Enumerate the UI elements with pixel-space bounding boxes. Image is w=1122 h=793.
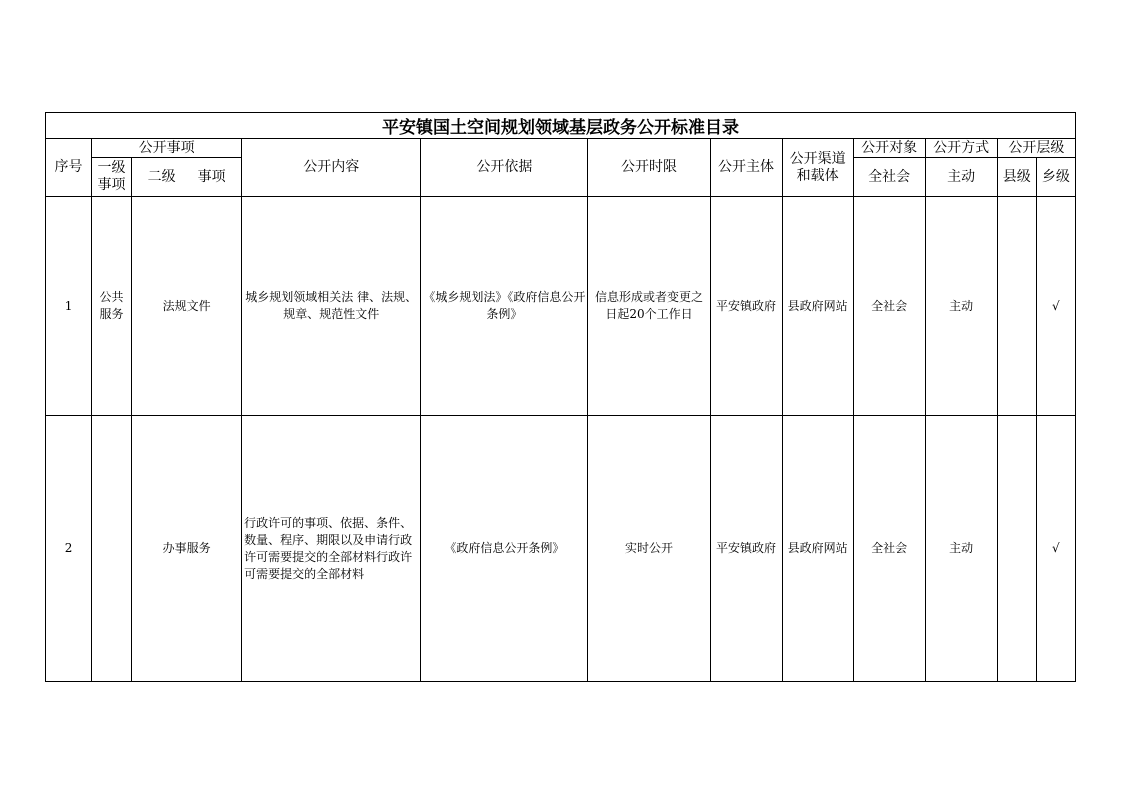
header-level1-line1: 一级 [97,160,126,176]
row-township-mark: √ [1036,197,1075,416]
row-channel: 县政府网站 [782,416,853,682]
table-row [46,197,1076,416]
row-method: 主动 [925,416,997,682]
row-basis: 《城乡规划法》《政府信息公开条例》 [421,197,588,416]
header-method: 公开方式 [925,139,997,158]
row-time-limit: 信息形成或者变更之日起20个工作日 [588,197,710,416]
header-level1-matter [92,158,132,197]
header-time-limit: 公开时限 [588,139,710,197]
header-level2-line1: 二级 [147,168,176,185]
header-method-value: 主动 [925,158,997,197]
row-target: 全社会 [853,197,925,416]
document-title: 平安镇国土空间规划领域基层政务公开标准目录 [46,113,1076,139]
row-content: 城乡规划领域相关法 律、法规、规章、规范性文件 [242,197,421,416]
header-level: 公开层级 [997,139,1075,158]
header-content: 公开内容 [242,139,421,197]
row-seq: 2 [46,416,92,682]
row-county-mark [997,197,1036,416]
row-level2: 法规文件 [132,197,242,416]
header-township: 乡级 [1036,158,1075,197]
header-subject: 公开主体 [710,139,782,197]
header-target: 公开对象 [853,139,925,158]
row-subject: 平安镇政府 [710,416,782,682]
header-target-value: 全社会 [853,158,925,197]
row-seq: 1 [46,197,92,416]
header-county: 县级 [997,158,1036,197]
header-public-matter: 公开事项 [92,139,242,158]
row-target: 全社会 [853,416,925,682]
header-channel [782,139,853,197]
row-channel: 县政府网站 [782,197,853,416]
row-township-mark: √ [1036,416,1075,682]
row-subject: 平安镇政府 [710,197,782,416]
header-level2-line2: 事项 [197,168,226,185]
header-channel-line2: 和载体 [796,167,839,184]
row-time-limit: 实时公开 [588,416,710,682]
table-row [46,416,1076,682]
row-basis: 《政府信息公开条例》 [421,416,588,682]
header-seq: 序号 [46,139,92,197]
header-level1-line2: 事项 [97,177,126,193]
public-disclosure-catalog-table [45,112,1076,682]
header-basis: 公开依据 [421,139,588,197]
row-content: 行政许可的事项、依据、条件、数量、程序、期限以及申请行政许可需要提交的全部材料行政许可需要提交的全部材料 [242,416,421,682]
row-method: 主动 [925,197,997,416]
row-level2: 办事服务 [132,416,242,682]
header-level2-matter [132,158,242,197]
row-level1 [92,416,132,682]
row-level1: 公共服务 [92,197,132,416]
header-channel-line1: 公开渠道 [789,150,846,167]
row-county-mark [997,416,1036,682]
